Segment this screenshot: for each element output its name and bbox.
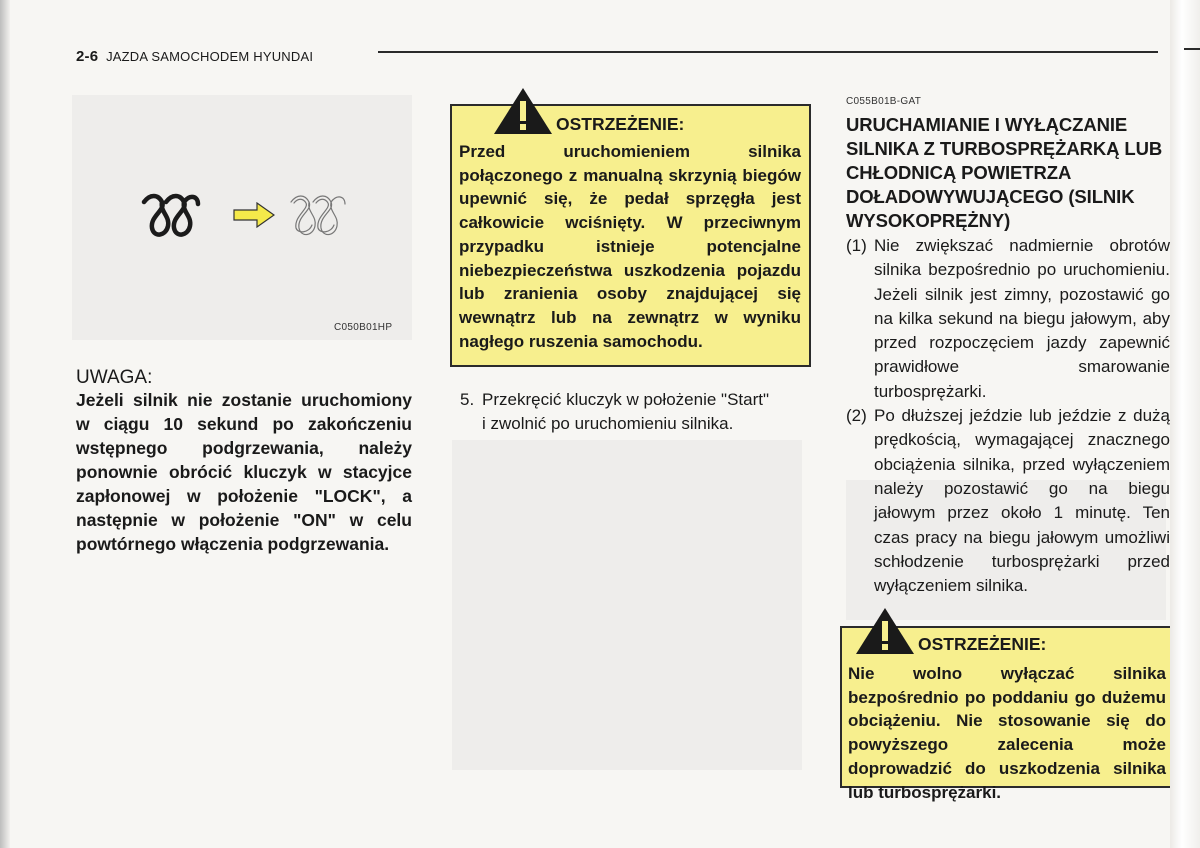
list-item	[846, 404, 1170, 598]
next-page-rule	[1184, 48, 1200, 50]
warning-title: OSTRZEŻENIE:	[918, 634, 1047, 654]
list-item-text: Po dłuższej jeździe lub jeździe z dużą prędkością, wymagającej znacznego obciążenia silnika, przed wyłączeniem należy pozostawić go na biegu jałowym przez około 1 minutę. Ten czas pracy na biegu jałowym umożliwi schłodzenie turbosprężarki przed wyłączeniem silnika.	[874, 406, 1170, 596]
step-text-line2: i zwolnić po uruchomieniu silnika.	[482, 414, 734, 433]
note-title: UWAGA:	[76, 367, 153, 388]
page-binding-shadow	[0, 0, 10, 848]
glow-plug-indicator-off-icon	[287, 190, 349, 240]
glow-plug-indicator-icon	[140, 190, 202, 240]
list-item-number: (2)	[846, 406, 867, 426]
warning-box-turbo	[840, 626, 1170, 802]
arrow-right-icon	[233, 202, 275, 228]
step-5	[460, 388, 810, 436]
page-number: 2-6	[76, 48, 99, 65]
warning-triangle-icon	[492, 86, 554, 136]
header-rule	[378, 51, 1158, 53]
figure-code: C050B01HP	[334, 322, 393, 333]
list-item	[846, 234, 1170, 404]
instruction-list	[846, 234, 1170, 598]
warning-box-clutch	[450, 104, 811, 367]
warning-text: Przed uruchomieniem silnika połączonego z manualną skrzynią biegów upewnić się, że pedał sprzęgła jest całkowicie wciśnięty. W przeciwnym przypadku istnieje potencjalne niebezpieczeństwa uszkodzenia pojazdu lub zranienia osoby znajdującej się wewnątrz lub na zewnątrz w wyniku nagłego ruszenia samochodu.	[459, 142, 801, 351]
warning-triangle-icon	[854, 606, 916, 656]
list-item-number: (1)	[846, 236, 867, 255]
step-number: 5.	[460, 390, 475, 409]
glow-indicator-figure	[140, 190, 360, 250]
bleed-through-middle	[452, 440, 802, 770]
list-item-text: Nie zwiększać nadmiernie obrotów silnika bezpośrednio po uruchomieniu. Jeżeli silnik jest zimny, pozostawić go na kilka sekund na biegu jałowym, aby przed rozpoczęciem jazdy zapewnić prawidłowe smarowanie turbosprężarki.	[874, 236, 1170, 401]
running-header	[76, 48, 313, 65]
section-name: JAZDA SAMOCHODEM HYUNDAI	[106, 49, 314, 64]
warning-text: Nie wolno wyłączać silnika bezpośrednio po poddaniu go dużemu obciążeniu. Nie stosowanie się do powyższego zalecenia może doprowadzić do uszkodzenia silnika lub turbosprężarki.	[848, 664, 1166, 802]
section-title: URUCHAMIANIE I WYŁĄCZANIE SILNIKA Z TURBOSPRĘŻARKĄ LUB CHŁODNICĄ POWIETRZA DOŁADOWYWUJĄCEGO (SILNIK WYSOKOPRĘŻNY)	[846, 114, 1163, 231]
step-text-line1: Przekręcić kluczyk w położenie "Start"	[482, 390, 769, 409]
warning-title: OSTRZEŻENIE:	[556, 114, 685, 134]
section-code: C055B01B-GAT	[846, 96, 922, 107]
note-text: Jeżeli silnik nie zostanie uruchomiony w ciągu 10 sekund po zakończeniu wstępnego podgrzewania, należy ponownie obrócić kluczyk w stacyjce zapłonowej w położenie "LOCK", a następnie w położenie "ON" w celu powtórnego włączenia podgrzewania.	[76, 390, 412, 554]
